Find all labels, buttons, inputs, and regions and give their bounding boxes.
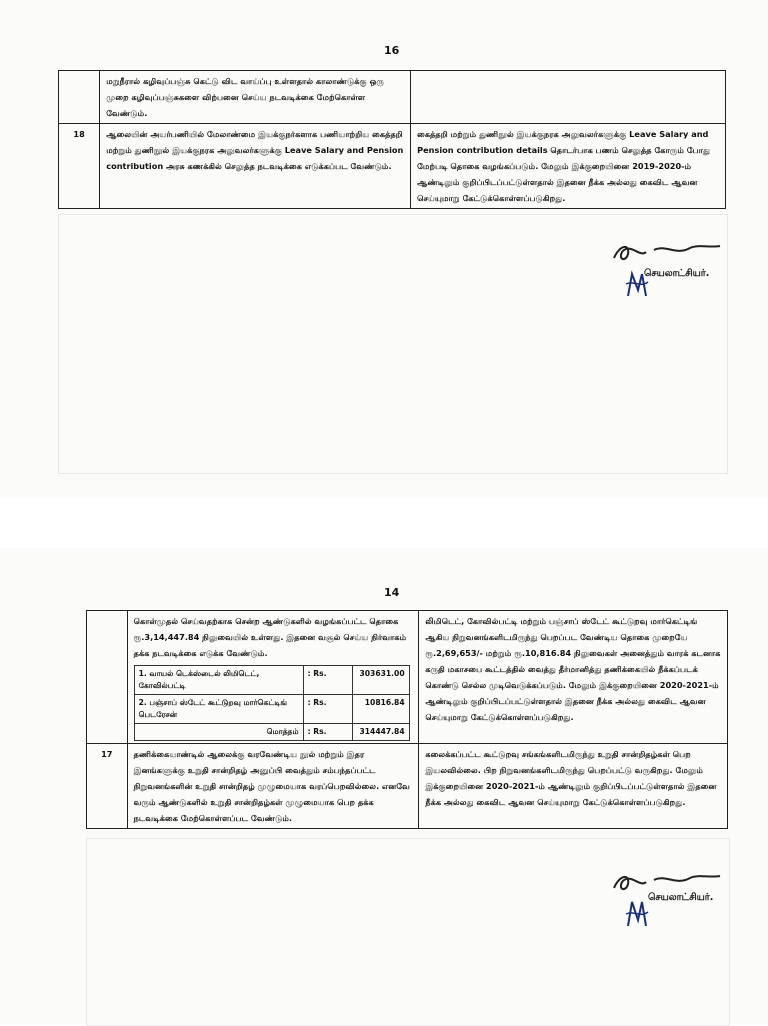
amount-currency: : Rs. [303,695,352,724]
signature-image [606,236,726,270]
serial-number [59,71,100,124]
amount-total-row [134,724,409,741]
top-page [0,0,768,498]
amount-table [134,665,410,741]
amount-label: 2. பஞ்சாப் ஸ்டேட் கூட்டுறவு மார்கெட்டிங் பெடரேசன் [134,695,303,724]
amount-row [134,666,409,695]
table-row [59,124,726,209]
audit-table [58,70,726,209]
reply-cell: கலைக்கப்பட்ட கூட்டுறவு சங்கங்களிடமிருந்து உறுதி சான்றிதழ்கள் பெற இயலவில்லை. பிற நிறுவனங்களிடமிருந்து பெறப்பட்டு வருகிறது. மேலும் இக்குறையினை 2020-2021-ம் ஆண்டிலும் குறிப்பிடப்பட்டுள்ளதால் இதனை நீக்க அல்லது கைவிட ஆவன செய்யுமாறு கேட்டுக்கொள்ளப்படுகிறது. [419,744,728,829]
table-row [87,744,728,829]
amount-row [134,695,409,724]
amount-currency: : Rs. [303,666,352,695]
observation-cell [127,611,419,744]
initials-mark [624,270,650,300]
initials-mark [624,898,650,930]
page-number: 16 [384,44,400,57]
observation-cell: ஆலையின் அயர்பணியில் மேலாண்மை இயக்குநர்களாக பணியாற்றிய கைத்தறி மற்றும் துணிநூல் இயக்குநரக அலுவலர்களுக்கு Leave Salary and Pension contribution அரசு கணக்கில் செலுத்த நடவடிக்கை எடுக்கப்பட வேண்டும். [100,124,411,209]
amount-value: 303631.00 [352,666,409,695]
reply-cell: கைத்தறி மற்றும் துணிநூல் இயக்குநரக அலுவலர்களுக்கு Leave Salary and Pension contribution details தொடர்பாக பணம் செலுத்த கோரும் போது மேற்படி தொகை வழங்கப்படும். மேலும் இக்குறையினை 2019-2020-ம் ஆண்டிலும் குறிப்பிடப்பட்டுள்ளதால் இதனை நீக்க அல்லது கைவிட ஆவன செய்யுமாறு கேட்டுக்கொள்ளப்படுகிறது. [411,124,726,209]
page-number: 14 [384,586,400,599]
table-row [87,611,728,744]
bottom-page [0,548,768,1024]
signatory-title: செயலாட்சியர். [644,268,710,279]
audit-table [86,610,728,829]
signatory-title: செயலாட்சியர். [648,892,714,903]
amount-value: 10816.84 [352,695,409,724]
serial-number [87,611,128,744]
observation-cell: மறுநீரால் கழிவுப்பஞ்சு கெட்டு விட வாய்ப்பு உள்ளதால் காலாண்டுக்கு ஒரு முறை கழிவுப்பஞ்சுகளை விற்பனை செய்ய நடவடிக்கை மேற்கொள்ள வேண்டும். [100,71,411,124]
amount-currency: : Rs. [303,724,352,741]
sheet-gap [0,498,768,548]
table-row [59,71,726,124]
observation-cell: தணிக்கையாண்டில் ஆலைக்கு வரவேண்டிய நூல் மற்றும் இதர இனங்களுக்கு உறுதி சான்றிதழ் அனுப்பி வைத்தும் சம்பந்தப்பட்ட நிறுவனங்களின் உறுதி சான்றிதழ் முழுமையாக வரப்பெறவில்லை. எனவே வரும் ஆண்டுகளில் உறுதி சான்றிதழ்கள் முழுமையாக பெற தக்க நடவடிக்கை மேற்கொள்ளப்பட வேண்டும். [127,744,419,829]
observation-text: கொள்முதல் செய்வதற்காக சென்ற ஆண்டுகளில் வழங்கப்பட்ட தொகை ரூ.3,14,447.84 நிலுவையில் உள்ளது. இதனை வசூல் செய்ய நிர்வாகம் தக்க நடவடிக்கை எடுக்க வேண்டும். [133,616,407,658]
serial-number: 17 [87,744,128,829]
serial-number: 18 [59,124,100,209]
reply-cell [411,71,726,124]
reply-cell: லிமிடெட், கோவில்பட்டி மற்றும் பஞ்சாப் ஸ்டேட் கூட்டுறவு மார்கெட்டிங் ஆகிய நிறுவனங்களிடமிருந்து பெறப்பட வேண்டிய தொகை முறையே ரூ.2,69,653/- மற்றும் ரூ.10,816.84 நிலுவைகள் அனைத்தும் வாரக் கடனாக கருதி மகாசபை கூட்டத்தில் வைத்து தீர்மானித்து தணிக்கையில் நீக்கப்படக் கொண்டு செல்ல முடிவெடுக்கப்படும். மேலும் இக்குறையினை 2020-2021-ம் ஆண்டிலும் குறிப்பிடப்பட்டுள்ளதால் இதனை நீக்க அல்லது கைவிட ஆவன செய்யுமாறு கேட்டுக்கொள்ளப்படுகிறது. [419,611,728,744]
amount-label: மொத்தம் [134,724,303,741]
amount-label: 1. வாயல் டெக்ஸ்டைல் லிமிடெட், கோவில்பட்டி [134,666,303,695]
amount-value: 314447.84 [352,724,409,741]
